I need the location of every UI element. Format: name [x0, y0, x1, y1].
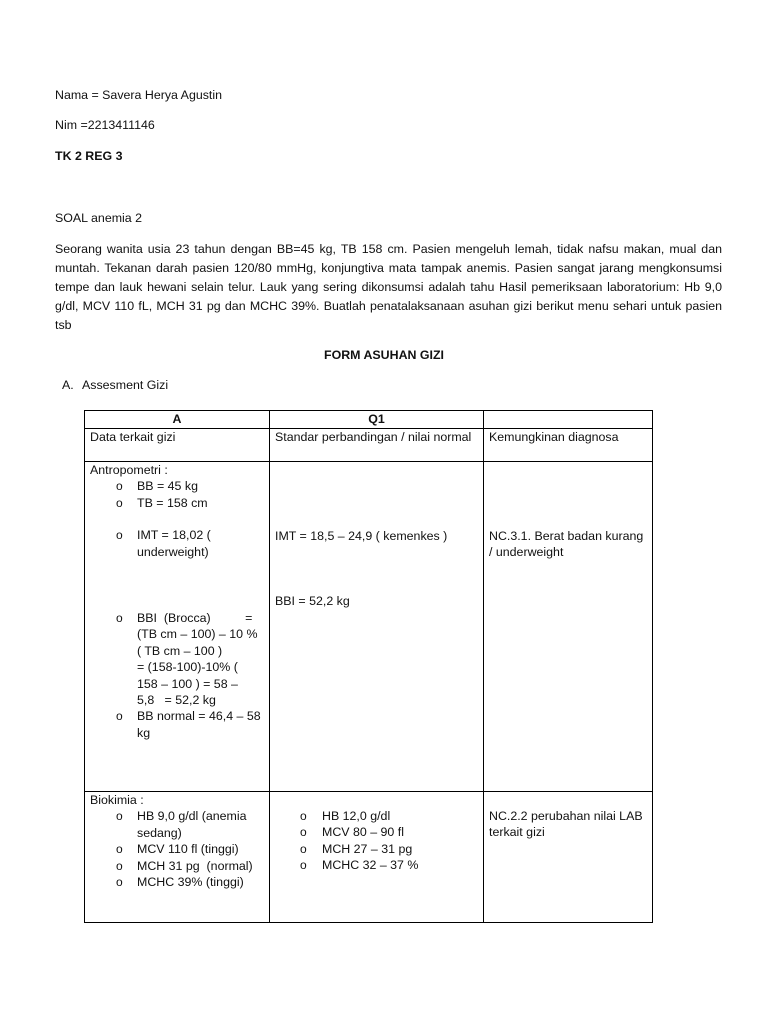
bullet-icon: o: [116, 611, 123, 626]
antropometri-label: Antropometri :: [90, 463, 168, 477]
standard-bbi: BBI = 52,2 kg: [275, 594, 350, 609]
bullet-icon: o: [300, 825, 307, 840]
list-item: o MCHC 32 – 37 %: [300, 858, 419, 873]
antropometri-list: [90, 478, 264, 741]
biokimia-list: [90, 808, 264, 890]
antropometri-standard-cell: [270, 462, 484, 792]
table-row-antropometri: [85, 462, 653, 792]
list-item: o IMT = 18,02 ( underweight): [116, 528, 211, 559]
subheader-standard: Standar perbandingan / nilai normal: [270, 429, 484, 462]
list-item: o TB = 158 cm: [116, 495, 208, 510]
assessment-table: [84, 410, 653, 923]
list-item: o HB 12,0 g/dl: [300, 809, 391, 823]
student-class: TK 2 REG 3: [55, 149, 123, 163]
biokimia-label: Biokimia :: [90, 793, 144, 807]
spacer: [90, 511, 264, 527]
list-item: o MCH 27 – 31 pg: [300, 841, 413, 856]
form-title: FORM ASUHAN GIZI: [324, 348, 444, 362]
list-item: o MCH 31 pg (normal): [116, 858, 253, 873]
standard-imt: IMT = 18,5 – 24,9 ( kemenkes ): [275, 529, 448, 543]
student-name: Nama = Savera Herya Agustin: [55, 88, 223, 102]
list-item: o MCV 80 – 90 fl: [300, 825, 404, 840]
table-subheader-row: [85, 429, 653, 462]
bullet-icon: o: [116, 842, 123, 857]
spacer: [489, 792, 647, 808]
diagnosis-lab: NC.2.2 perubahan nilai LAB terkait gizi: [489, 809, 643, 840]
bullet-icon: o: [116, 809, 123, 824]
bullet-icon: o: [300, 809, 307, 823]
bullet-icon: o: [116, 875, 123, 890]
header-cell-q1: Q1: [270, 411, 484, 429]
header-cell-a: A: [85, 411, 270, 429]
bullet-icon: o: [300, 858, 307, 873]
list-item: o BB normal = 46,4 – 58 kg: [116, 709, 261, 740]
list-item: o MCV 110 fl (tinggi): [116, 842, 239, 857]
biokimia-standard-list: [275, 808, 478, 874]
question-title: SOAL anemia 2: [55, 211, 143, 225]
section-a-label: Assesment Gizi: [82, 378, 169, 392]
bullet-icon: o: [116, 495, 123, 510]
bullet-icon: o: [116, 709, 123, 724]
student-nim: Nim =2213411146: [55, 118, 155, 132]
list-item: o BBI (Brocca) = (TB cm – 100) – 10 % ( TB cm – 100 ) = (158-100)-10% ( 158 – 100 ) = 58 – 5,8 = 52,2 kg: [116, 611, 258, 708]
biokimia-standard-cell: [270, 792, 484, 923]
bullet-icon: o: [116, 479, 123, 494]
biokimia-data-cell: [85, 792, 270, 923]
section-a-marker: A.: [62, 378, 74, 392]
list-item: o BB = 45 kg: [116, 479, 198, 494]
spacer: [275, 462, 478, 528]
spacer: [90, 560, 264, 610]
antropometri-data-cell: [85, 462, 270, 792]
list-item: o HB 9,0 g/dl (anemia sedang): [116, 809, 247, 840]
biokimia-diagnosis-cell: [484, 792, 653, 923]
header-cell-empty: [484, 411, 653, 429]
table-header-row: [85, 411, 653, 429]
question-text: Seorang wanita usia 23 tahun dengan BB=45 kg, TB 158 cm. Pasien mengeluh lemah, tidak nafsu makan, mual dan muntah. Tekanan darah pasien 120/80 mmHg, konjungtiva mata tampak anemis. Pasien sangat jarang mengkonsumsi tempe dan lauk hewani selain telur. Lauk yang sering dikonsumsi adalah tahu Hasil pemeriksaan laboratorium: Hb 9,0 g/dl, MCV 110 fL, MCH 31 pg dan MCHC 39%. Buatlah penatalaksanaan asuhan gizi berikut menu sehari untuk pasien tsb: [55, 242, 722, 332]
bullet-icon: o: [116, 528, 123, 543]
bullet-icon: o: [300, 841, 307, 856]
spacer: [489, 462, 647, 528]
diagnosis-underweight: NC.3.1. Berat badan kurang / underweight: [489, 529, 644, 560]
subheader-data: Data terkait gizi: [85, 429, 270, 462]
list-item: o MCHC 39% (tinggi): [116, 875, 244, 890]
table-row-biokimia: [85, 792, 653, 923]
spacer: [275, 544, 478, 593]
section-a-heading: [62, 378, 168, 392]
spacer: [275, 792, 478, 808]
subheader-diagnosis: Kemungkinan diagnosa: [484, 429, 653, 462]
antropometri-diagnosis-cell: [484, 462, 653, 792]
bullet-icon: o: [116, 858, 123, 873]
